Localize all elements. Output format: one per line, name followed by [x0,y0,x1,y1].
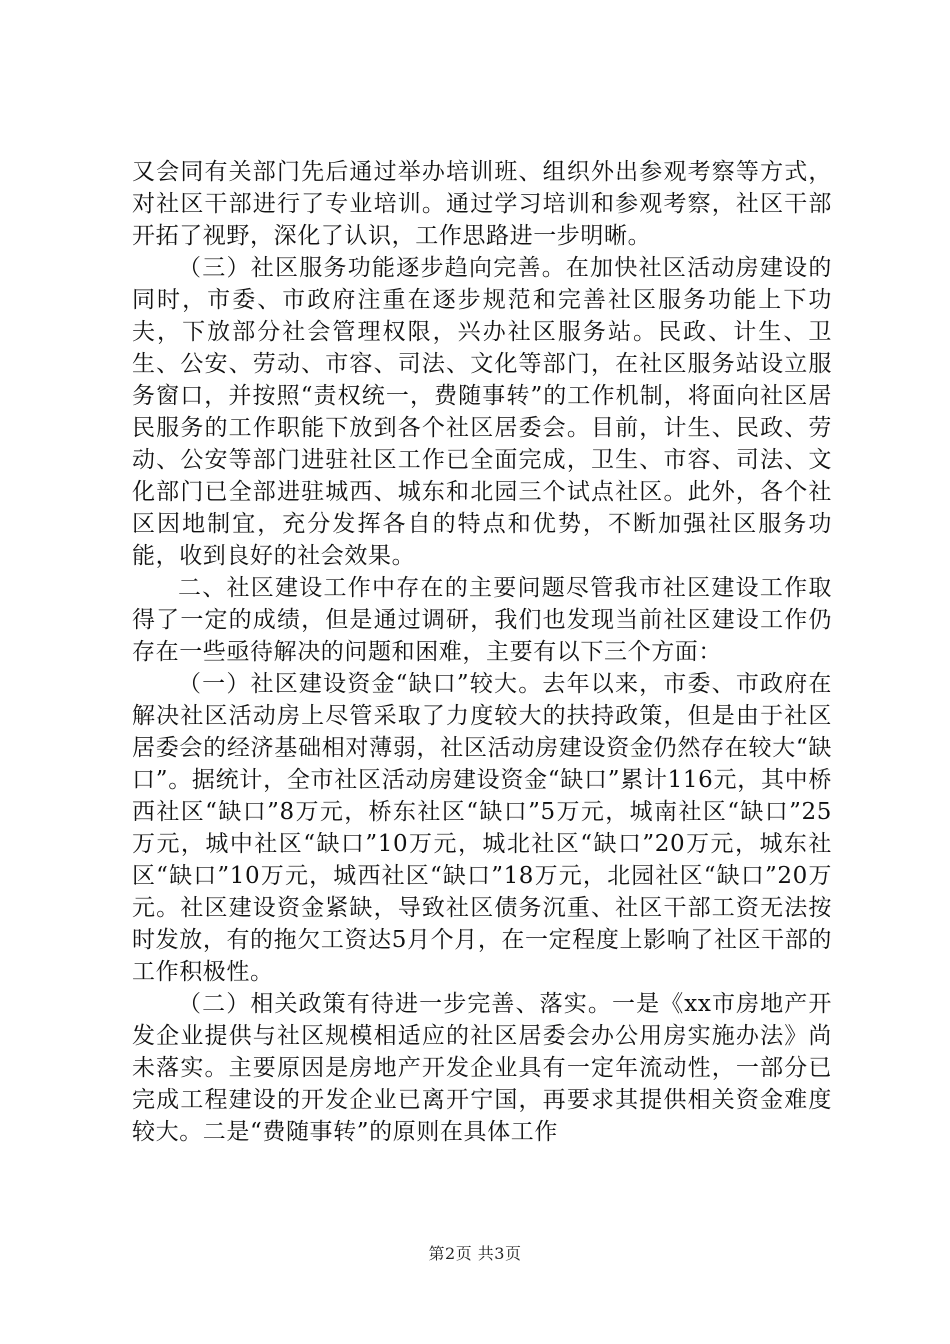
paragraph-3: 二、社区建设工作中存在的主要问题尽管我市社区建设工作取得了一定的成绩，但是通过调研，我们也发现当前社区建设工作仍存在一些亟待解决的问题和困难，主要有以下三个方面： [132,575,832,665]
paragraph-1: 又会同有关部门先后通过举办培训班、组织外出参观考察等方式，对社区干部进行了专业培训。通过学习培训和参观考察，社区干部开拓了视野，深化了认识，工作思路进一步明晰。 [132,159,832,249]
document-body [132,156,832,1148]
page-number-footer: 第2页 共3页 [428,1244,522,1263]
paragraph-5: （二）相关政策有待进一步完善、落实。一是《xx市房地产开发企业提供与社区规模相适应的社区居委会办公用房实施办法》尚未落实。主要原因是房地产开发企业具有一定年流动性，一部分已完成工程建设的开发企业已离开宁国，再要求其提供相关资金难度较大。二是“费随事转”的原则在具体工作 [132,991,832,1145]
paragraph-2: （三）社区服务功能逐步趋向完善。在加快社区活动房建设的同时，市委、市政府注重在逐步规范和完善社区服务功能上下功夫，下放部分社会管理权限，兴办社区服务站。民政、计生、卫生、公安、劳动、市容、司法、文化等部门，在社区服务站设立服务窗口，并按照“责权统一，费随事转”的工作机制，将面向社区居民服务的工作职能下放到各个社区居委会。目前，计生、民政、劳动、公安等部门进驻社区工作已全面完成，卫生、市容、司法、文化部门已全部进驻城西、城东和北园三个试点社区。此外，各个社区因地制宜，充分发挥各自的特点和优势，不断加强社区服务功能，收到良好的社会效果。 [132,255,832,569]
paragraph-4: （一）社区建设资金“缺口”较大。去年以来，市委、市政府在解决社区活动房上尽管采取了力度较大的扶持政策，但是由于社区居委会的经济基础相对薄弱，社区活动房建设资金仍然存在较大“缺口”。据统计，全市社区活动房建设资金“缺口”累计116元，其中桥西社区“缺口”8万元，桥东社区“缺口”5万元，城南社区“缺口”25万元，城中社区“缺口”10万元，城北社区“缺口”20万元，城东社区“缺口”10万元，城西社区“缺口”18万元，北园社区“缺口”20万元。社区建设资金紧缺，导致社区债务沉重、社区干部工资无法按时发放，有的拖欠工资达5月个月，在一定程度上影响了社区干部的工作积极性。 [132,671,832,985]
